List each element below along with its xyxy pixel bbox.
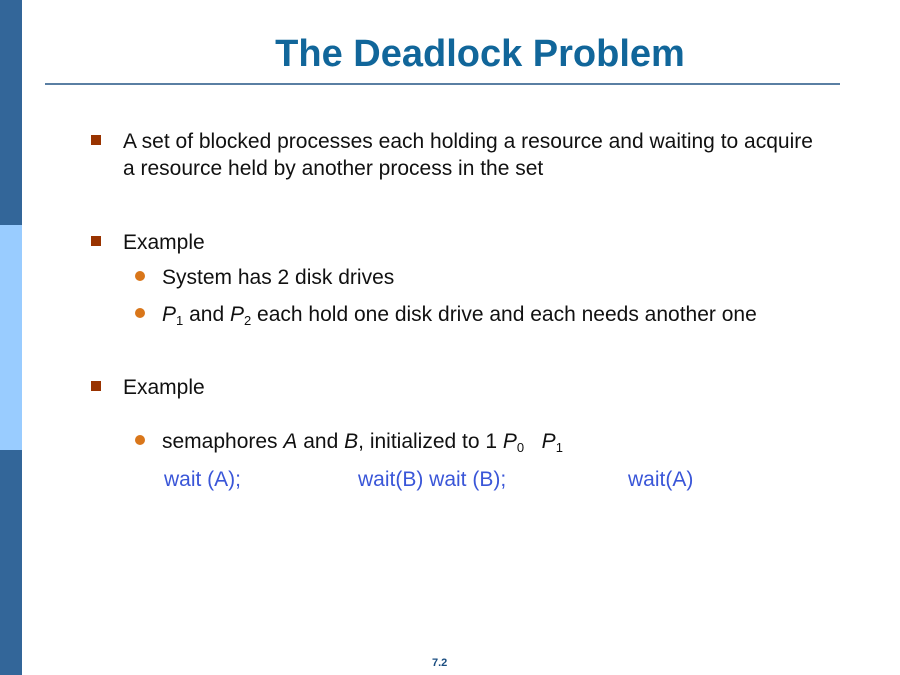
semaphore-b: B xyxy=(344,430,359,453)
bullet-text: Example xyxy=(123,231,205,254)
subscript: 0 xyxy=(516,440,525,455)
square-bullet-icon xyxy=(91,236,101,246)
process-p0: P xyxy=(502,430,517,453)
subscript: 1 xyxy=(176,313,184,328)
bullet-text: A set of blocked processes each holding a resource and waiting to acquire a resource held by another process in the set xyxy=(123,130,813,180)
square-bullet-icon xyxy=(91,135,101,145)
code-wait-b: wait(B) wait (B); xyxy=(358,468,507,491)
sub-bullet-text xyxy=(162,301,757,328)
text-fragment: , initialized to 1 xyxy=(358,430,503,453)
spacer xyxy=(524,430,542,453)
sub-bullet-text: System has 2 disk drives xyxy=(162,266,395,289)
process-p1: P xyxy=(541,430,556,453)
subscript: 1 xyxy=(555,440,563,455)
sidebar-dark-bottom xyxy=(0,450,22,675)
text-fragment: each hold one disk drive and each needs another one xyxy=(251,303,757,326)
process-p1: P xyxy=(162,303,177,326)
text-fragment: and xyxy=(183,303,230,326)
slide-title: The Deadlock Problem xyxy=(275,33,685,75)
text-fragment: and xyxy=(297,430,345,453)
code-p1-wait-a: wait(A) xyxy=(628,468,694,491)
text-fragment: semaphores xyxy=(162,430,284,453)
dot-bullet-icon xyxy=(135,308,145,318)
process-p2: P xyxy=(229,303,244,326)
sidebar-light-middle xyxy=(0,225,22,450)
dot-bullet-icon xyxy=(135,435,145,445)
subscript: 2 xyxy=(243,313,252,328)
square-bullet-icon xyxy=(91,381,101,391)
title-divider xyxy=(45,83,840,85)
page-number: 7.2 xyxy=(432,657,448,669)
semaphore-a: A xyxy=(283,430,298,453)
dot-bullet-icon xyxy=(135,271,145,281)
sub-bullet-text xyxy=(162,428,563,455)
sidebar-decoration xyxy=(0,0,22,675)
bullet-text: Example xyxy=(123,376,205,399)
code-p0-wait-a: wait (A); xyxy=(164,468,242,491)
